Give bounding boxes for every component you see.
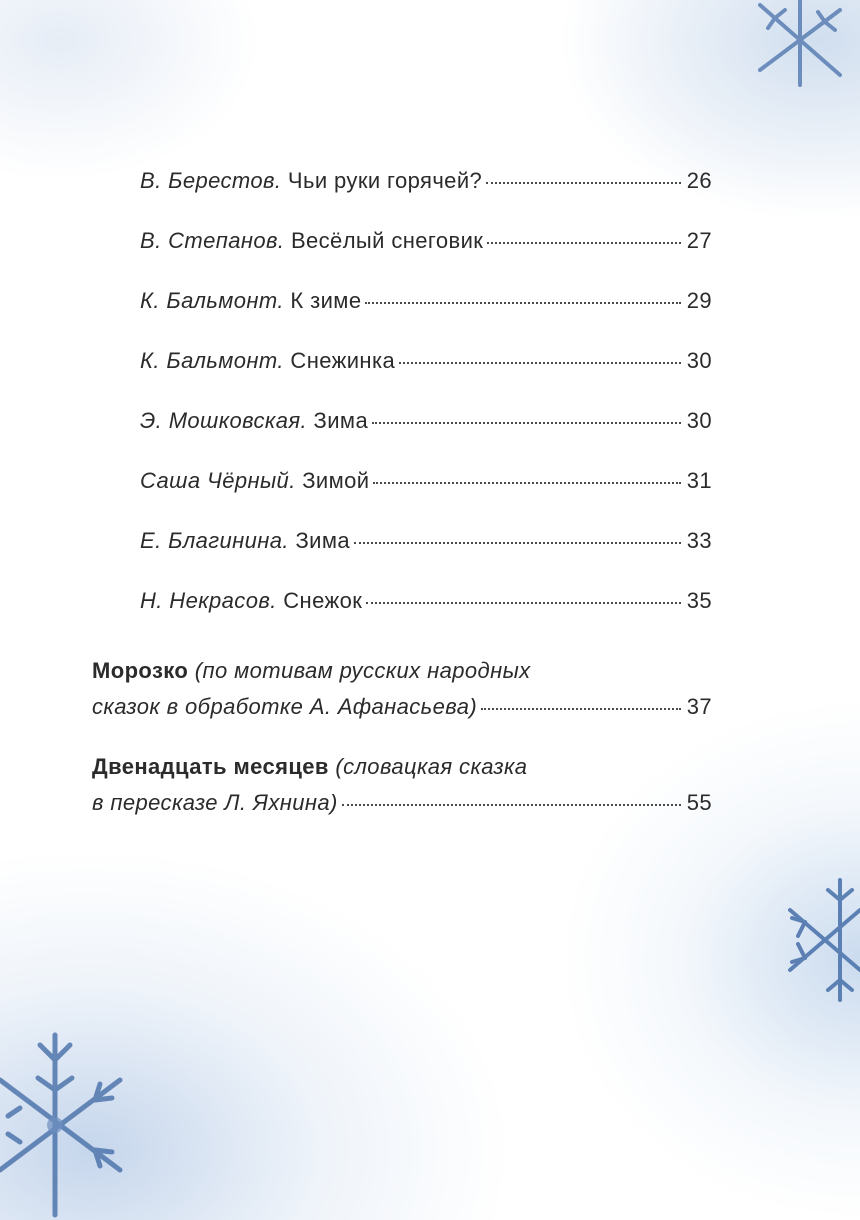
toc-author: Э. Мошковская.	[140, 408, 308, 433]
toc-entry[interactable]	[92, 228, 712, 288]
toc-entry-main[interactable]	[92, 754, 712, 830]
toc-title: К зиме	[290, 288, 362, 313]
dot-leader	[372, 421, 681, 424]
toc-page-number: 33	[686, 528, 712, 553]
dot-leader	[399, 361, 681, 364]
toc-page-number: 55	[686, 790, 712, 815]
toc-author: В. Степанов.	[140, 228, 285, 253]
toc-page-number: 27	[686, 228, 712, 253]
toc-main-title: Двенадцать месяцев	[92, 754, 329, 779]
toc-entry[interactable]	[92, 588, 712, 648]
toc-main-note: сказок в обработке А. Афанасьева)	[92, 694, 478, 719]
toc-author: Н. Некрасов.	[140, 588, 277, 613]
toc-author: К. Бальмонт.	[140, 288, 284, 313]
dot-leader	[342, 803, 681, 806]
toc-title: Чьи руки горячей?	[287, 168, 483, 193]
toc-main-note: (словацкая сказка	[335, 754, 528, 779]
toc-page-number: 30	[686, 408, 712, 433]
toc-title: Весёлый снеговик	[290, 228, 484, 253]
snowflake-icon	[770, 870, 860, 1010]
toc-main-note: в пересказе Л. Яхнина)	[92, 790, 338, 815]
snowflake-icon	[0, 1020, 160, 1220]
toc-page-number: 30	[686, 348, 712, 373]
toc-entry-main[interactable]	[92, 658, 712, 734]
toc-author: К. Бальмонт.	[140, 348, 284, 373]
toc-entry[interactable]	[92, 468, 712, 528]
toc-page-number: 29	[686, 288, 712, 313]
toc-page-number: 31	[686, 468, 712, 493]
toc-entry[interactable]	[92, 288, 712, 348]
dot-leader	[365, 301, 680, 304]
dot-leader	[481, 707, 681, 710]
toc-title: Зима	[313, 408, 369, 433]
toc-entry[interactable]	[92, 168, 712, 228]
toc-author: В. Берестов.	[140, 168, 282, 193]
toc-main-title: Морозко	[92, 658, 189, 683]
dot-leader	[486, 181, 681, 184]
toc-page-number: 37	[686, 694, 712, 719]
toc-entry[interactable]	[92, 348, 712, 408]
toc-main-note: (по мотивам русских народных	[194, 658, 531, 683]
toc-entry[interactable]	[92, 408, 712, 468]
dot-leader	[366, 601, 680, 604]
toc-page-number: 26	[686, 168, 712, 193]
toc-page-number: 35	[686, 588, 712, 613]
dot-leader	[354, 541, 681, 544]
toc-title: Зимой	[302, 468, 370, 493]
toc-title: Снежинка	[290, 348, 396, 373]
snowflake-icon	[730, 0, 860, 90]
toc-author: Саша Чёрный.	[140, 468, 296, 493]
toc-author: Е. Благинина.	[140, 528, 289, 553]
table-of-contents	[92, 168, 712, 850]
toc-title: Зима	[295, 528, 351, 553]
dot-leader	[373, 481, 680, 484]
dot-leader	[487, 241, 680, 244]
toc-entry[interactable]	[92, 528, 712, 588]
toc-title: Снежок	[283, 588, 363, 613]
